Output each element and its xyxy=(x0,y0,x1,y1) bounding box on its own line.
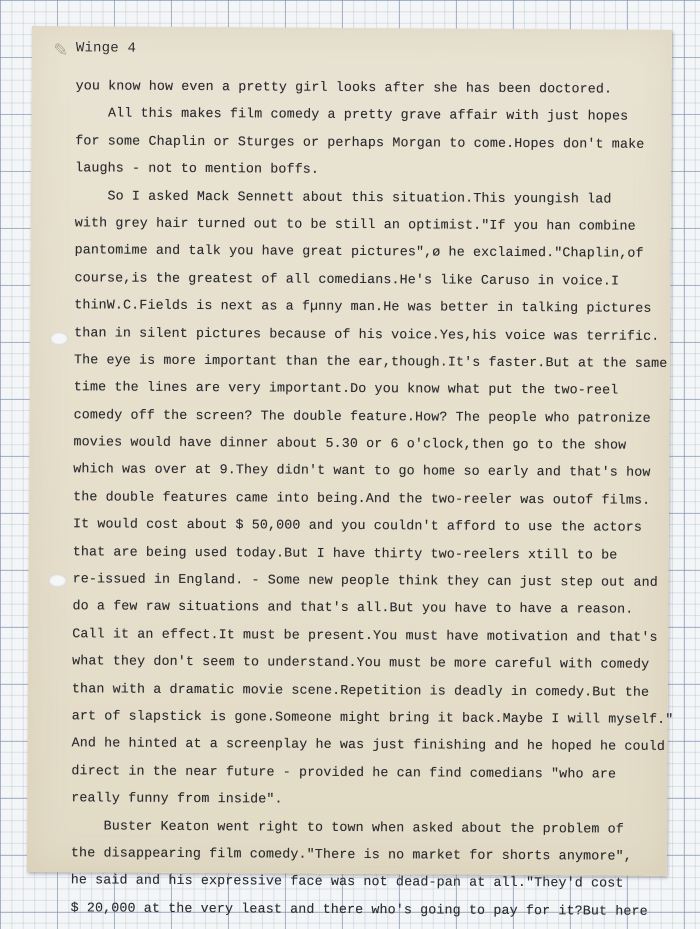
text-line: laughs - not to mention boffs. xyxy=(75,160,320,177)
text-line: with grey hair turned out to be still an optimist."If you han combine xyxy=(74,215,636,234)
text-line: what they don't seem to understand.You must be more careful with comedy xyxy=(72,653,650,672)
text-line: he said and his expressive face was not dead-pan at all."They'd cost xyxy=(70,872,624,891)
text-line: the disappearing film comedy."There is no market for shorts anymore", xyxy=(70,845,632,864)
text-line: pantomime and talk you have great pictures",ø he exclaimed."Chaplin,of xyxy=(74,242,644,262)
text-line: re-issued in England. - Some new people think they can just step out and xyxy=(72,571,658,590)
text-line: It would cost about $ 50,000 and you couldn't afford to use the actors xyxy=(72,516,643,535)
text-line: you know how even a pretty girl looks after she has been doctored. xyxy=(75,78,613,97)
text-line: than in silent pictures because of his voice.Yes,his voice was terrific. xyxy=(74,324,660,344)
text-line: So I asked Mack Sennett about this situation.This youngish lad xyxy=(74,187,612,207)
text-line: than with a dramatic movie scene.Repetition is deadly in comedy.But the xyxy=(71,680,650,700)
body-text xyxy=(70,76,674,929)
text-line: the double features came into being.And the two-reeler was outof films. xyxy=(73,489,651,508)
page-header: Winge 4 xyxy=(75,40,137,57)
text-line: course,is the greatest of all comedians.He's like Caruso in voice.I xyxy=(74,269,620,289)
text-line: $ 20,000 at the very least and there who's going to pay for it?But here xyxy=(70,899,648,919)
text-line: time the lines are very important.Do you know what put the two-reel xyxy=(73,379,619,398)
text-line: art of slapstick is gone.Someone might bring it back.Maybe I will myself." xyxy=(71,708,674,727)
text-line: Buster Keaton went right to town when asked about the problem of xyxy=(71,817,624,837)
text-line: The eye is more important than the ear,though.It's faster.But at the same xyxy=(73,352,668,371)
text-line: thinW.C.Fields is next as a fµnny man.He was better in talking pictures xyxy=(74,297,652,316)
punch-hole xyxy=(49,574,67,587)
text-line: All this makes film comedy a pretty grave affair with just hopes xyxy=(75,105,629,125)
punch-hole xyxy=(50,332,68,345)
text-line: that are being used today.But I have thirty two-reelers xtill to be xyxy=(72,543,618,563)
text-line: which was over at 9.They didn't want to go home so early and that's how xyxy=(73,461,651,481)
text-line: really funny from inside". xyxy=(71,790,283,807)
text-line: comedy off the screen? The double feature.How? The people who patronize xyxy=(73,406,651,426)
text-line: movies would have dinner about 5.30 or 6 o'clock,then go to the show xyxy=(73,434,627,453)
typewritten-page xyxy=(27,26,674,919)
text-line: do a few raw situations and that's all.But you have to have a reason. xyxy=(72,598,634,618)
text-line: direct in the near future - provided he can find comedians "who are xyxy=(71,763,617,782)
pencil-mark: ✎ xyxy=(53,38,68,64)
text-line: Call it an effect.It must be present.You must have motivation and that's xyxy=(72,626,658,645)
text-line: for some Chaplin or Sturges or perhaps Morgan to come.Hopes don't make xyxy=(75,133,645,152)
text-line: And he hinted at a screenplay he was just finishing and he hoped he could xyxy=(71,735,666,755)
